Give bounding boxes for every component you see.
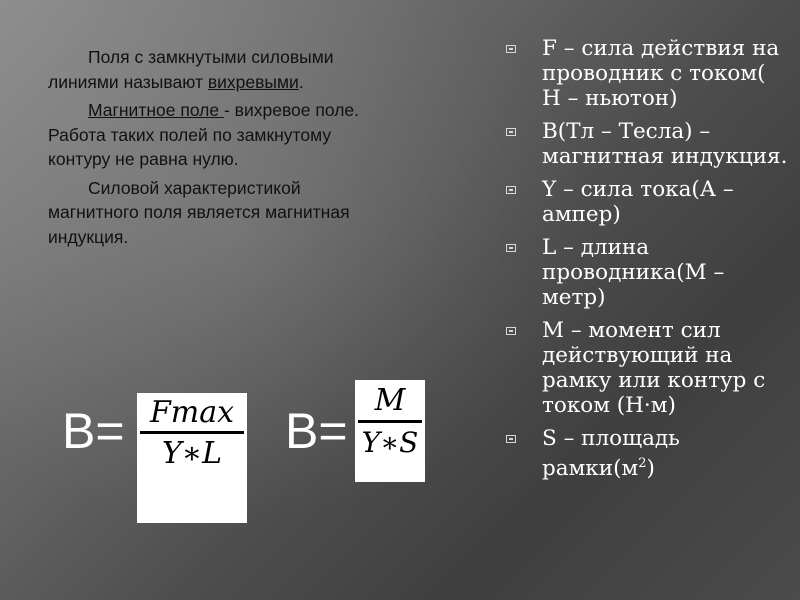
square-bullet-icon xyxy=(506,186,516,194)
paragraph-vortex-fields xyxy=(48,45,368,94)
paragraph-magnetic-field xyxy=(48,98,368,172)
term-magnetic-field: Магнитное поле xyxy=(88,100,224,120)
formula-1-denominator: Y∗L xyxy=(161,436,223,471)
square-bullet-icon xyxy=(506,45,516,53)
term-vortex: вихревыми xyxy=(207,71,299,92)
left-text-block xyxy=(48,45,368,253)
definition-text-end: ) xyxy=(646,456,655,482)
paragraph-2-text: - вихревое поле. Работа таких полей по замкнутому контуру не равна нулю. xyxy=(48,100,360,169)
superscript: 2 xyxy=(638,456,647,471)
formula-1-label: B= xyxy=(62,403,125,459)
definition-item xyxy=(500,177,790,227)
definition-text: L – длина проводника(М – метр) xyxy=(542,235,725,310)
paragraph-induction xyxy=(48,176,368,250)
formula-1-fraction xyxy=(137,393,247,523)
formula-1-numerator: Fmax xyxy=(149,395,235,430)
formula-2-label: B= xyxy=(285,403,348,459)
definition-text: S – площадь рамки(м xyxy=(542,426,680,482)
definitions-list xyxy=(500,36,790,489)
square-bullet-icon xyxy=(506,435,516,443)
definition-text: M – момент сил действующий на рамку или контур с током (Н·м) xyxy=(542,318,766,418)
paragraph-1-text: Поля с замкнутыми силовыми линиями называют xyxy=(48,47,334,92)
definition-item xyxy=(500,235,790,310)
definition-item xyxy=(500,426,790,481)
definition-text: F – сила действия на проводник с током( Н – ньютон) xyxy=(542,36,780,111)
square-bullet-icon xyxy=(506,128,516,136)
formula-2-fraction xyxy=(355,380,425,482)
definition-text: B(Тл – Тесла) – магнитная индукция. xyxy=(542,119,788,169)
paragraph-1-end: . xyxy=(298,71,304,92)
paragraph-3-text: Силовой характеристикой магнитного поля является магнитная индукция. xyxy=(48,177,350,247)
definition-text: Y – сила тока(А – ампер) xyxy=(542,177,734,227)
definition-item xyxy=(500,119,790,169)
definition-item xyxy=(500,318,790,418)
square-bullet-icon xyxy=(506,327,516,335)
definition-item xyxy=(500,36,790,111)
formula-2-numerator: M xyxy=(374,383,406,418)
square-bullet-icon xyxy=(506,244,516,252)
formula-2-denominator: Y∗S xyxy=(361,426,419,459)
